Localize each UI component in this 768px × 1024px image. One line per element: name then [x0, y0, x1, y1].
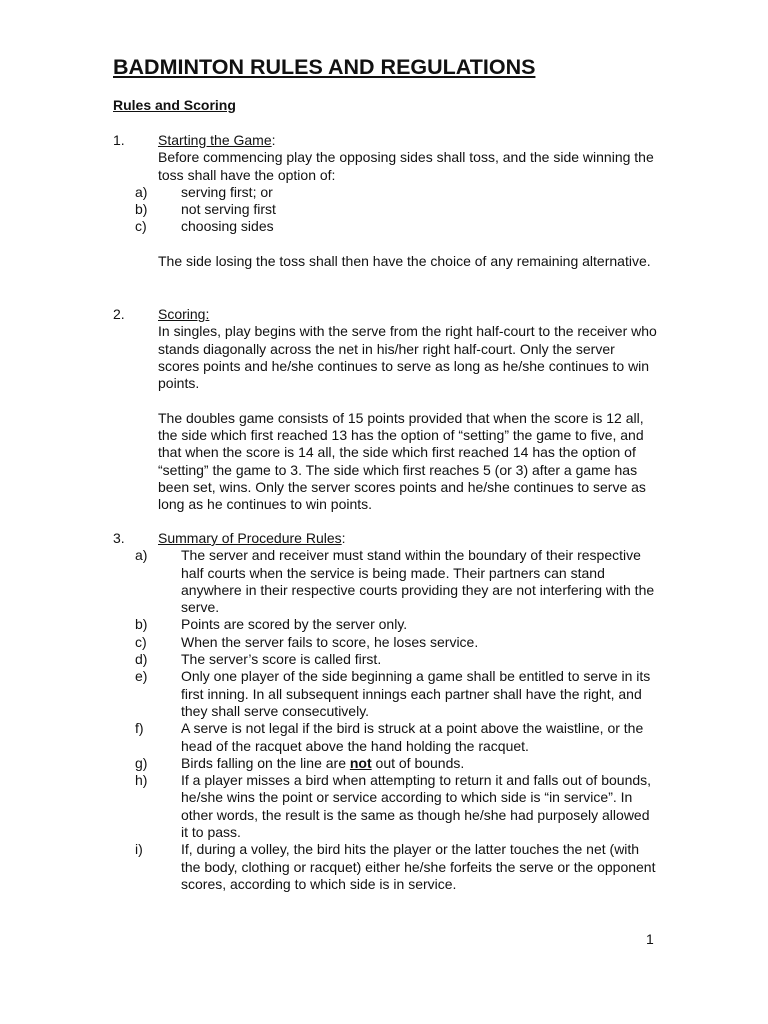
list-item: b) Points are scored by the server only.	[135, 616, 408, 633]
list-item: c) When the server fails to score, he loses service.	[135, 633, 479, 650]
paragraph-singles: In singles, play begins with the serve from the right half-court to the receiver who stands diagonally across the net in his/her right half-court. Only the server scores points and he/she continues to serve as long as he/she continues to win points.	[158, 323, 657, 392]
section-closing: The side losing the toss shall then have the choice of any remaining alternative.	[158, 253, 651, 270]
section-procedure-rules	[113, 530, 658, 893]
section-title: Summary of Procedure Rules:	[158, 530, 346, 546]
list-item: e) Only one player of the side beginning a game shall be entitled to serve in its first inning. In all subsequent innings each partner shall have the right, and they shall serve consecutively.	[135, 668, 651, 719]
document-title: BADMINTON RULES AND REGULATIONS	[113, 55, 536, 79]
list-item: i) If, during a volley, the bird hits the player or the latter touches the net (with the body, clothing or racquet) either he/she forfeits the serve or the opponent scores, according to which side is in service.	[135, 841, 656, 892]
rules-list	[113, 547, 658, 893]
section-title: Starting the Game:	[158, 132, 276, 148]
section-starting-the-game	[113, 132, 658, 270]
list-item: g) Birds falling on the line are not out of bounds.	[135, 754, 465, 771]
list-item: b) not serving first	[135, 201, 276, 218]
section-number: 3.	[113, 530, 125, 546]
list-item: a) The server and receiver must stand within the boundary of their respective half courts when the service is being made. Their partners can stand anywhere in their respective courts providing they are not interfering with the serve.	[135, 547, 655, 616]
list-item: a) serving first; or	[135, 183, 273, 200]
section-heading-rules-scoring: Rules and Scoring	[113, 97, 236, 113]
paragraph-doubles: The doubles game consists of 15 points provided that when the score is 12 all, the side which first reached 13 has the option of “setting” the game to five, and that when the score is 14 all, the side which first reached 14 has the option of “setting” the game to 3. The side which first reaches 5 (or 3) after a game has been set, wins. Only the server scores points and he/she continues to serve as long as he continues to win points.	[158, 409, 646, 513]
section-number: 1.	[113, 132, 125, 148]
page-number: 1	[646, 931, 654, 947]
list-item: d) The server’s score is called first.	[135, 651, 382, 668]
option-list	[113, 184, 658, 236]
list-item: h) If a player misses a bird when attempting to return it and falls out of bounds, he/she wins the point or service according to which side is “in service”. In other words, the result is the same as though he/she had purposely allowed it to pass.	[135, 772, 652, 841]
emphasis-not: not	[349, 754, 372, 771]
section-scoring	[113, 306, 658, 514]
section-title: Scoring:	[158, 306, 210, 322]
section-number: 2.	[113, 306, 125, 322]
section-intro: Before commencing play the opposing sides shall toss, and the side winning the toss shall have the option of:	[158, 149, 654, 183]
list-item: f) A serve is not legal if the bird is struck at a point above the waistline, or the head of the racquet above the hand holding the racquet.	[135, 720, 644, 754]
list-item: c) choosing sides	[135, 218, 274, 235]
